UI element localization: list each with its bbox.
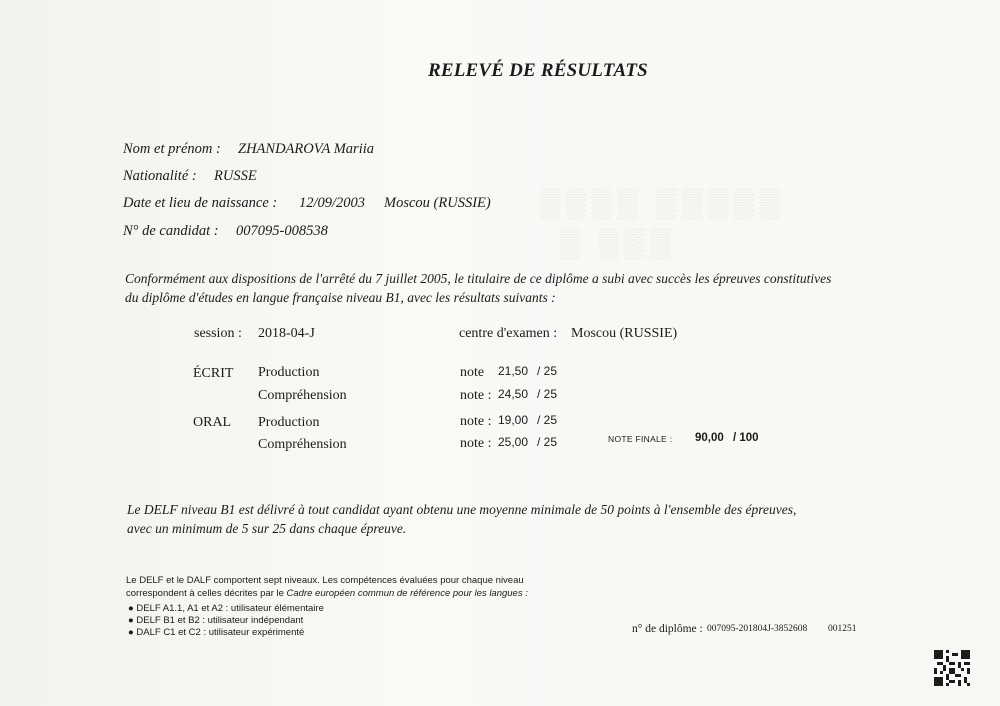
watermark-ghost: ▒▒▒▒ ▒▒▒▒▒ (540, 188, 786, 219)
final-note-score: 90,00 (695, 432, 724, 444)
candidate-label: N° de candidat : (123, 223, 219, 239)
bullet-icon: ● (128, 603, 137, 614)
bullet-text: DELF B1 et B2 : utilisateur indépendant (136, 615, 304, 626)
footer-levels-line-2a: correspondent à celles décrites par le (126, 588, 287, 599)
oral-comprehension-score: 25,00 (498, 435, 529, 449)
diploma-number-label: n° de diplôme : (632, 623, 703, 635)
ecrit-comprehension-note-label: note : (460, 388, 492, 403)
final-note-max: / 100 (733, 432, 759, 444)
ecrit-production-score: 21,50 (498, 364, 529, 378)
oral-comprehension-max: / 25 (537, 435, 558, 449)
birth-label: Date et lieu de naissance : (123, 195, 278, 211)
document-code: 001251 (828, 624, 857, 634)
oral-comprehension-note-label: note : (460, 436, 492, 451)
rule-line-2: avec un minimum de 5 sur 25 dans chaque épreuve. (127, 521, 407, 536)
intro-line-1: Conformément aux dispositions de l'arrêté du 7 juillet 2005, le titulaire de ce diplôme a subi avec succès les épreuves constitutives (125, 271, 832, 286)
footer-bullet-2 (128, 615, 303, 627)
bullet-icon: ● (128, 627, 137, 638)
footer-bullet-3 (128, 627, 304, 639)
qr-code-icon (934, 650, 970, 686)
candidate-value: 007095-008538 (236, 223, 328, 239)
session-value: 2018-04-J (258, 326, 315, 341)
nationality-value: RUSSE (214, 168, 257, 184)
name-label: Nom et prénom : (123, 141, 221, 157)
nationality-label: Nationalité : (123, 168, 197, 184)
session-label: session : (194, 326, 242, 341)
bullet-text: DELF A1.1, A1 et A2 : utilisateur élémentaire (136, 603, 324, 614)
bullet-text: DALF C1 et C2 : utilisateur expérimenté (136, 627, 305, 638)
oral-production-max: / 25 (537, 413, 558, 427)
footer-levels-line-1: Le DELF et le DALF comportent sept niveaux. Les compétences évaluées pour chaque niveau (126, 575, 524, 586)
page-title: RELEVÉ DE RÉSULTATS (428, 60, 648, 81)
cecrl-reference: Cadre européen commun de référence pour les langues : (286, 588, 528, 599)
bullet-icon: ● (128, 615, 137, 626)
name-value: ZHANDAROVA Mariia (238, 141, 375, 157)
birth-place: Moscou (RUSSIE) (384, 195, 491, 211)
exam-center-label: centre d'examen : (459, 326, 558, 341)
ecrit-production-max: / 25 (537, 364, 558, 378)
diploma-number-value: 007095-201804J-3852608 (707, 624, 808, 634)
intro-line-2: du diplôme d'études en langue française niveau B1, avec les résultats suivants : (125, 290, 556, 305)
rule-line-1: Le DELF niveau B1 est délivré à tout candidat ayant obtenu une moyenne minimale de 50 points à l'ensemble des épreuves, (127, 502, 797, 517)
watermark-ghost: ▒ ▒▒▒ (560, 228, 677, 259)
exam-center-value: Moscou (RUSSIE) (571, 326, 678, 341)
oral-production-label: Production (258, 415, 320, 430)
oral-production-note-label: note : (460, 414, 492, 429)
final-note-label: NOTE FINALE : (608, 434, 673, 444)
ecrit-comprehension-score: 24,50 (498, 387, 529, 401)
birth-date: 12/09/2003 (299, 195, 366, 211)
oral-production-score: 19,00 (498, 413, 529, 427)
footer-bullet-1 (128, 603, 324, 615)
footer-levels-line-2 (126, 588, 528, 600)
ecrit-comprehension-label: Compréhension (258, 388, 347, 403)
ecrit-label: ÉCRIT (193, 366, 234, 381)
ecrit-comprehension-max: / 25 (537, 387, 558, 401)
oral-label: ORAL (193, 415, 232, 430)
oral-comprehension-label: Compréhension (258, 437, 347, 452)
ecrit-production-label: Production (258, 365, 320, 380)
ecrit-production-note-label: note (460, 365, 485, 380)
